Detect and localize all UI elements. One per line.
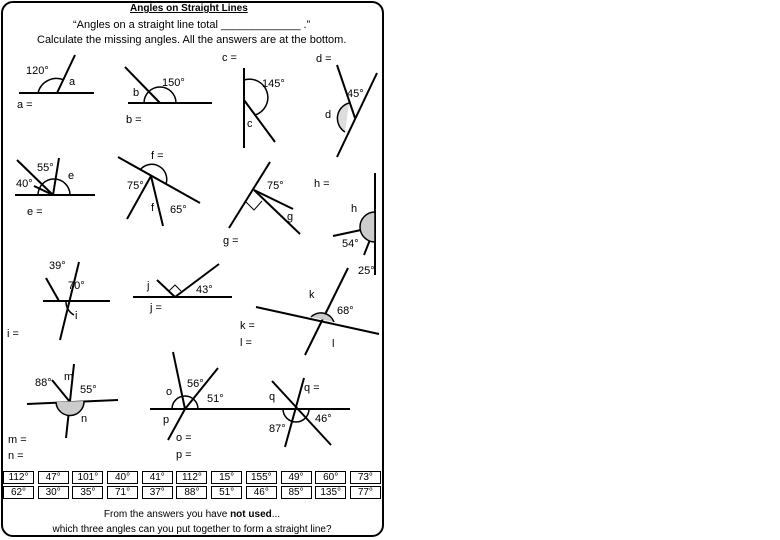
answer-label: f = [151,150,164,162]
angle-label: 55° [80,384,97,396]
footer-text: ... [271,509,281,520]
answer-box: 51° [211,486,242,499]
letter-label: h [351,203,358,215]
answer-box: 77° [350,486,381,499]
angle-label: 40° [16,178,33,190]
right-angle-mark [169,285,181,291]
letter-label: d [325,109,332,121]
answer-box: 37° [142,486,173,499]
letter-label: o [166,386,173,398]
line [157,280,175,297]
letter-label: k [309,289,315,301]
letter-label: l [332,338,335,350]
line [254,190,293,209]
letter-label: g [287,211,294,223]
line [151,176,163,226]
letter-label: b [133,87,140,99]
answer-label: n = [8,450,24,462]
answer-box: 88° [176,486,207,499]
answer-label: d = [316,53,332,65]
answer-box: 135° [315,486,346,499]
answer-box: 155° [246,471,277,484]
answer-box: 112° [3,471,34,484]
line [53,158,59,195]
prompt-line: “Angles on a straight line total _____________ .” [73,19,311,31]
letter-label: e [68,170,75,182]
angle-label: 88° [35,377,52,389]
angle-label: 55° [37,162,54,174]
answer-label: c = [222,52,237,64]
answer-label: g = [223,235,239,247]
letter-label: a [69,76,76,88]
answer-bank [3,471,381,501]
answer-box: 112° [176,471,207,484]
angle-label: 46° [315,413,332,425]
answer-box: 85° [281,486,312,499]
angle-arc [360,212,375,242]
angle-label: 56° [187,378,204,390]
answer-label: k = [240,320,255,332]
angle-label: 25° [358,265,375,277]
footer-line-2: which three angles can you put together to form a straight line? [52,524,332,535]
answer-label: l = [240,337,252,349]
angle-label: 145° [262,78,285,90]
answer-box: 41° [142,471,173,484]
answer-label: m = [8,434,27,446]
angle-label: 70° [68,280,85,292]
answer-box: 62° [3,486,34,499]
line [34,186,53,195]
letter-label: j [147,280,150,292]
instruction: Calculate the missing angles. All the answers are at the bottom. [37,34,347,46]
answer-box: 40° [107,471,138,484]
answer-label: a = [17,99,33,111]
answer-label: i = [7,328,19,340]
answer-label: b = [126,114,142,126]
answer-box: 47° [38,471,69,484]
letter-label: c [247,118,253,130]
answer-box: 60° [315,471,346,484]
answer-row-1 [3,471,381,484]
angle-label: 87° [269,423,286,435]
line [125,67,160,103]
angle-label: 75° [127,180,144,192]
footer-text: From the answers you have [103,509,231,520]
angle-label: 43° [196,284,213,296]
answer-row-2 [3,486,381,499]
letter-label: n [81,413,88,425]
footer-emphasis: not used [230,509,272,520]
angle-label: 51° [207,393,224,405]
answer-box: 49° [281,471,312,484]
answer-label: p = [176,449,192,461]
answer-label: h = [314,178,330,190]
answer-label: e = [27,206,43,218]
letter-label: m [64,371,74,383]
answer-box: 35° [72,486,103,499]
answer-box: 101° [72,471,103,484]
answer-box: 71° [107,486,138,499]
answer-box: 73° [350,471,381,484]
angle-label: 68° [337,305,354,317]
angle-label: 45° [347,88,364,100]
answer-box: 30° [38,486,69,499]
answer-box: 46° [246,486,277,499]
letter-label: f [151,202,155,214]
angle-arc [56,401,84,416]
angle-label: 39° [49,260,66,272]
angle-label: 54° [342,238,359,250]
right-angle-mark [246,201,262,210]
answer-label: q = [304,382,320,394]
angle-label: 65° [170,204,187,216]
angle-label: 150° [162,77,185,89]
letter-label: p [163,414,170,426]
answer-label: o = [176,432,192,444]
angle-arc [144,87,176,103]
letter-label: q [269,391,276,403]
footer-line-1 [2,509,382,520]
page-title: Angles on Straight Lines [130,3,248,14]
line [52,380,70,402]
letter-label: i [75,310,78,322]
angle-label: 75° [267,180,284,192]
angle-arc [337,103,349,132]
line [46,278,59,301]
answer-box: 15° [211,471,242,484]
angle-label: 120° [26,65,49,77]
answer-label: j = [150,302,162,314]
